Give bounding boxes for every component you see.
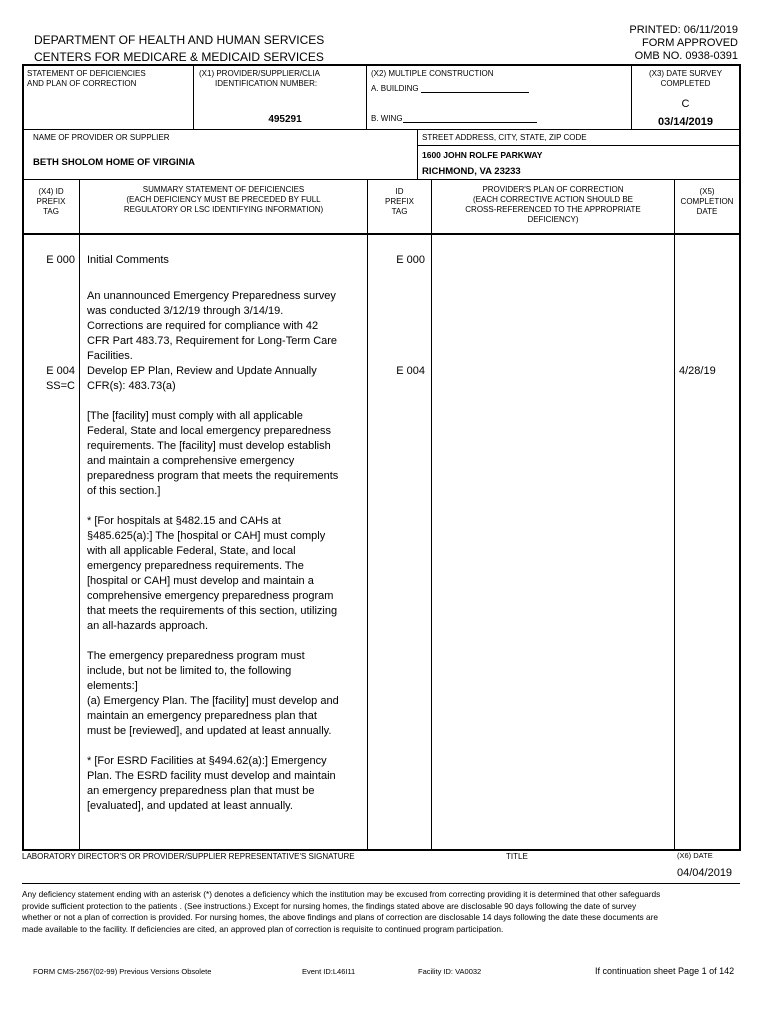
divider <box>22 883 740 884</box>
paragraph-emergency-plan: (a) Emergency Plan. The [facility] must develop and maintain an emergency preparedness plan that must be [reviewed], and updated at least annually. <box>87 695 339 737</box>
divider <box>417 129 418 179</box>
paragraph-program-elements: The emergency preparedness program must include, but not be limited to, the following elements:] <box>87 650 305 692</box>
printed-date: PRINTED: 06/11/2019 <box>629 24 738 36</box>
survey-intro-paragraph: An unannounced Emergency Preparedness survey was conducted 3/12/19 through 3/14/19. Corrections are required for compliance with 42 CFR Part 483.73, Requirement for Long-Term Care Facilities. <box>87 290 338 362</box>
x5-header-line: (X5) <box>699 187 715 196</box>
frame-right <box>739 64 741 850</box>
omb-number: OMB NO. 0938-0391 <box>634 50 738 62</box>
plan-header-line: PROVIDER'S PLAN OF CORRECTION <box>482 185 624 194</box>
divider <box>674 179 675 849</box>
survey-code: C <box>681 98 690 110</box>
x4-header <box>23 187 79 217</box>
plan-header-line: CROSS-REFERENCED TO THE APPROPRIATE <box>465 205 641 214</box>
frame-bottom <box>22 849 741 851</box>
title-label: TITLE <box>506 852 528 861</box>
signature-date: 04/04/2019 <box>677 867 733 879</box>
form-approved: FORM APPROVED <box>642 37 738 49</box>
summary-body <box>87 289 342 814</box>
id-header-line: TAG <box>391 207 408 216</box>
wing-label: B. WING <box>371 114 403 123</box>
statement-label-line: AND PLAN OF CORRECTION <box>27 79 137 88</box>
x3-label-line: COMPLETED <box>660 79 711 88</box>
divider <box>366 65 367 129</box>
statement-label <box>27 69 146 89</box>
building-field[interactable] <box>421 92 529 93</box>
x4-header-line: PREFIX <box>36 197 66 206</box>
id-header-line: ID <box>395 187 404 196</box>
x5-header <box>675 187 739 217</box>
divider <box>22 233 740 235</box>
city-state-zip: RICHMOND, VA 23233 <box>422 166 521 177</box>
tag-e000: E 000 <box>46 254 75 266</box>
summary-header-line: SUMMARY STATEMENT OF DEFICIENCIES <box>142 185 305 194</box>
paragraph-hospitals: * [For hospitals at §482.15 and CAHs at §485.625(a):] The [hospital or CAH] must comply with all applicable Federal, State, and local emergency preparedness requirements. The [hospital or CAH] must develop and maintain a comprehensive emergency preparedness program that meets the requirements of this section, utilizing an all-hazards approach. <box>87 515 338 632</box>
tag-e004-right: E 004 <box>396 365 425 377</box>
x1-label <box>199 69 320 89</box>
survey-date: 03/14/2019 <box>657 116 714 128</box>
street-address: 1600 JOHN ROLFE PARKWAY <box>422 150 543 160</box>
id-header <box>368 187 431 217</box>
form-number: FORM CMS-2567(02-99) Previous Versions Obsolete <box>33 967 212 976</box>
divider <box>22 129 740 130</box>
tag-e004: E 004 <box>46 365 75 377</box>
e004-title: Develop EP Plan, Review and Update Annually CFR(s): 483.73(a) <box>87 365 317 392</box>
plan-header-line: (EACH CORRECTIVE ACTION SHOULD BE <box>472 195 634 204</box>
x3-label-line: (X3) DATE SURVEY <box>648 69 723 78</box>
statement-label-line: STATEMENT OF DEFICIENCIES <box>27 69 146 78</box>
wing-field[interactable] <box>403 122 537 123</box>
tag-e000-right: E 000 <box>396 254 425 266</box>
frame-top <box>22 64 740 66</box>
provider-name: BETH SHOLOM HOME OF VIRGINIA <box>33 157 196 168</box>
divider <box>79 179 80 849</box>
centers-name: CENTERS FOR MEDICARE & MEDICAID SERVICES <box>34 50 324 64</box>
e004-completion-date: 4/28/19 <box>679 365 716 377</box>
paragraph-facility-compliance: [The [facility] must comply with all applicable Federal, State and local emergency preparedness requirements. The [facility] must develop establish and maintain a comprehensive emergency preparedness program that meets the requirements of this section.] <box>87 410 339 497</box>
provider-name-label: NAME OF PROVIDER OR SUPPLIER <box>33 133 170 142</box>
plan-header-line: DEFICIENCY) <box>527 215 579 224</box>
divider <box>193 65 194 129</box>
frame-left <box>22 64 24 850</box>
summary-header-line: REGULATORY OR LSC IDENTIFYING INFORMATION) <box>123 205 324 214</box>
summary-header <box>80 185 367 215</box>
provider-id: 495291 <box>268 114 302 125</box>
x5-header-line: COMPLETION <box>680 197 734 206</box>
signature-label: LABORATORY DIRECTOR'S OR PROVIDER/SUPPLIER REPRESENTATIVE'S SIGNATURE <box>22 852 355 861</box>
x3-label <box>632 69 739 89</box>
event-id: Event ID:L46I11 <box>302 967 356 976</box>
page-indicator: If continuation sheet Page 1 of 142 <box>595 966 735 976</box>
x2-label: (X2) MULTIPLE CONSTRUCTION <box>371 69 494 78</box>
divider <box>431 179 432 849</box>
paragraph-esrd: * [For ESRD Facilities at §494.62(a):] Emergency Plan. The ESRD facility must develop and maintain an emergency preparedness plan that must be [evaluated], and updated at least annually. <box>87 755 336 812</box>
divider <box>417 145 739 146</box>
address-label: STREET ADDRESS, CITY, STATE, ZIP CODE <box>422 133 587 142</box>
x4-header-line: TAG <box>43 207 59 216</box>
facility-id: Facility ID: VA0032 <box>418 967 482 976</box>
id-header-line: PREFIX <box>385 197 414 206</box>
x1-label-line: (X1) PROVIDER/SUPPLIER/CLIA <box>199 69 320 78</box>
initial-comments-title: Initial Comments <box>87 254 169 266</box>
plan-header <box>432 185 674 225</box>
x5-header-line: DATE <box>696 207 718 216</box>
x6-date-label: (X6) DATE <box>677 851 713 860</box>
divider <box>22 179 740 180</box>
disclaimer: Any deficiency statement ending with an asterisk (*) denotes a deficiency which the institution may be excused from correcting providing it is determined that other safeguards provide sufficient protection to the patients . (See instructions.) Except for nursing homes, the findings stated above are disclosable 90 days following the date of survey whether or not a plan of correction is provided. For nursing homes, the above findings and plans of correction are disclosable 14 days following the date these documents are made available to the facility. If deficiencies are cited, an approved plan of correction is requisite to continued program participation. <box>22 889 661 934</box>
x1-label-line: IDENTIFICATION NUMBER: <box>215 79 318 88</box>
summary-header-line: (EACH DEFICIENCY MUST BE PRECEDED BY FULL <box>126 195 321 204</box>
divider <box>367 179 368 849</box>
department-name: DEPARTMENT OF HEALTH AND HUMAN SERVICES <box>34 33 325 47</box>
building-label: A. BUILDING <box>371 84 419 93</box>
tag-e004-scope: SS=C <box>45 380 75 392</box>
x4-header-line: (X4) ID <box>38 187 64 196</box>
header <box>0 0 770 66</box>
